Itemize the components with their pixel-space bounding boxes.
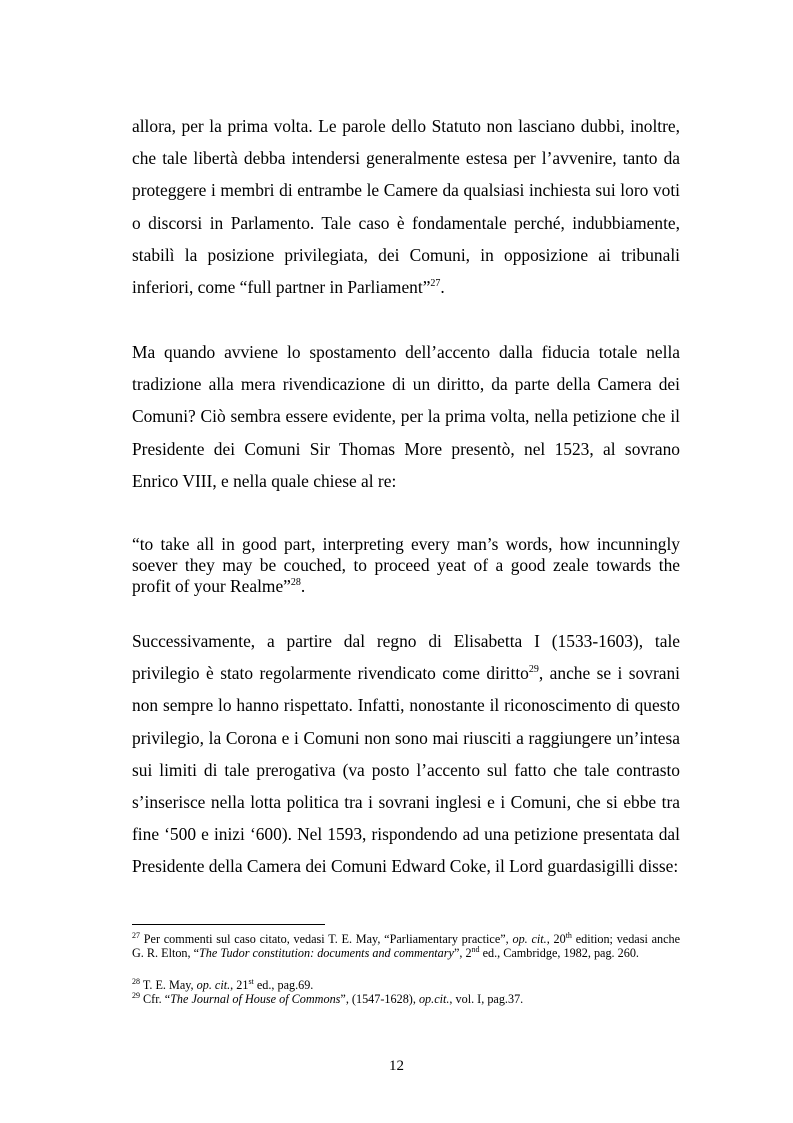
footnote-ref-28[interactable]: 28 — [290, 577, 301, 589]
paragraph-2: Ma quando avviene lo spostamento dell’accento dalla fiducia totale nella tradizione alla mera rivendicazione di un diritto, da parte della Camera dei Comuni? Ciò sembra essere evidente, per la prima volta, nella petizione che il Presidente dei Comuni Sir Thomas More presentò, nel 1523, al sovrano Enrico VIII, e nella quale chiese al re: — [132, 342, 680, 491]
footnote-ref-27[interactable]: 27 — [430, 278, 441, 290]
footnote-27: $^{27}$ Per commenti sul caso citato, vedasi T. E. May, “Parliamentary practice”, op. cit., 20th edition; vedasi anche G. R. Elton, “The Tudor constitution: documents and commentary”, 2nd ed., Cambridge, 1982, pag. 260. — [132, 930, 681, 961]
footnote-ref-29[interactable]: 29 — [528, 664, 539, 676]
paragraph-3: Successivamente, a partire dal regno di Elisabetta I (1533-1603), tale privilegio è stato regolarmente rivendicato come diritto$^{29}$, anche se i sovrani non sempre lo hanno rispettato. Infatti, nonostante il riconoscimento di questo privilegio, la Corona e i Comuni non sono mai riusciti a raggiungere un’intesa sui limiti di tale prerogativa (va posto l’accento sul fatto che tale contrasto s’inserisce nella lotta politica tra i sovrani inglesi e i Comuni, che si ebbe tra fine ‘500 e inizi ‘600). Nel 1593, rispondendo ad una petizione presentata dal Presidente della Camera dei Comuni Edward Coke, il Lord guardasigilli disse: — [132, 631, 680, 877]
page-number: 12 — [389, 1058, 404, 1074]
footnote-28: $^{28}$ T. E. May, op. cit., 21st ed., pag.69. — [132, 976, 314, 992]
block-quote: “to take all in good part, interpreting every man’s words, how incunningly soever they may be couched, to proceed yeat of a good zeale towards the profit of your Realme”$^{28}$. — [132, 534, 680, 596]
footnote-29: $^{29}$ Cfr. “The Journal of House of Commons”, (1547-1628), op.cit., vol. I, pag.37. — [132, 990, 524, 1006]
paragraph-1: allora, per la prima volta. Le parole dello Statuto non lasciano dubbi, inoltre, che tale libertà debba intendersi generalmente estesa per l’avvenire, tanto da proteggere i membri di entrambe le Camere da qualsiasi inchiesta sui loro voti o discorsi in Parlamento. Tale caso è fondamentale perché, indubbiamente, stabilì la posizione privilegiata, dei Comuni, in opposizione ai tribunali inferiori, come “full partner in Parliament”$^{27}$. — [132, 116, 680, 298]
footnote-separator — [132, 924, 325, 925]
